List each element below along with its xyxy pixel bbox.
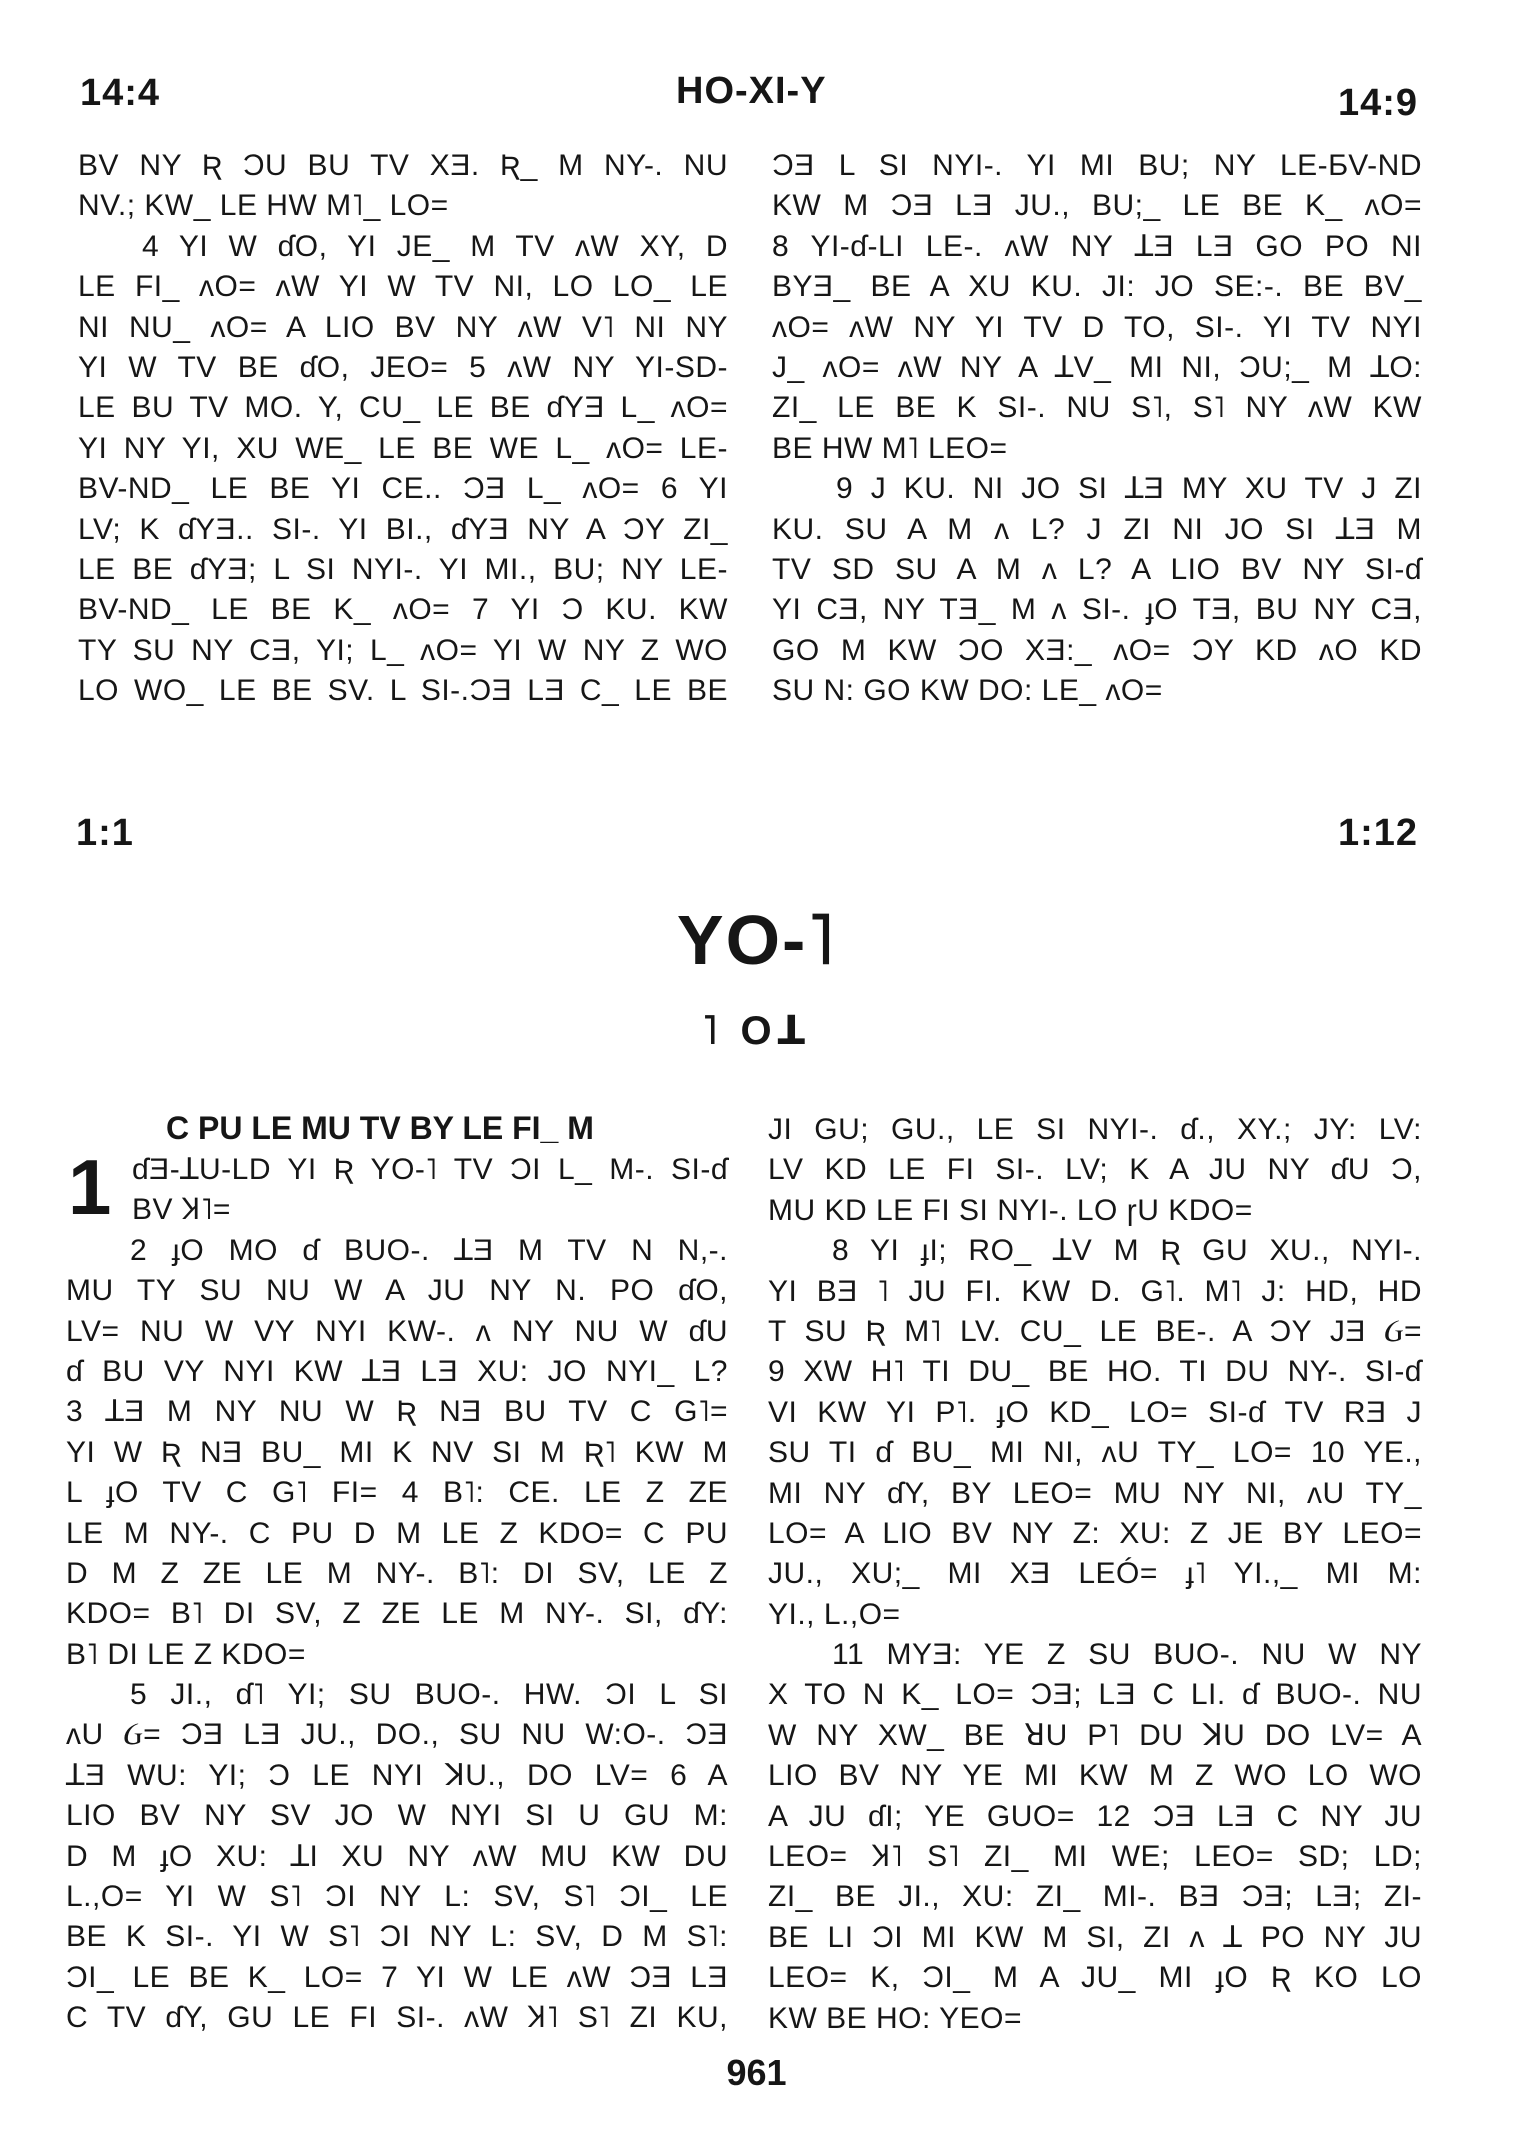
text-line: BE HW M˥ LEO= [772, 431, 1008, 465]
text-line: GO M KW ƆO XƎ:_ ʌO= ƆY KD ʌO KD [772, 633, 1422, 667]
text-line: ꓕƎ WU: YI; Ɔ LE NYI ꓘU., DO LV= 6 A [66, 1758, 728, 1792]
verse-line: 2 ɟO MO ɗ BUO-. ꓕƎ M TV N N,-. [130, 1233, 728, 1267]
text-line: LEO= K, ƆI_ M A JU_ MI ɟO Ʀ KO LO [768, 1961, 1422, 1995]
text-line: A JU ɗI; YE GUO= 12 ƆƎ LƎ C NY JU [768, 1799, 1422, 1833]
text-line: YI., L.,O= [768, 1597, 901, 1631]
text-line: ɗƎ-ꓕU-LD YI Ʀ YO-˥ TV ƆI L_ M-. SI-ɗ [132, 1153, 728, 1186]
book-subtitle: ˥ Oꓕ [702, 1009, 811, 1053]
text-line: ƆƎ L SI NYI-. YI MI BU; NY LE-ƂV-ND [772, 149, 1422, 182]
text-line: X TO N K_ LO= ƆƎ; LƎ C LI. ɗ BUO-. NU [768, 1678, 1422, 1712]
text-line: LV; K ɗYƎ.. SI-. YI BI., ɗYƎ NY A ƆY ZI_ [78, 512, 728, 546]
text-line: YI W TV BE ɗO, JEO= 5 ʌW NY YI-SD- [78, 350, 728, 384]
text-line: JI GU; GU., LE SI NYI-. ɗ., XY.; JY: LV: [768, 1113, 1422, 1146]
text-line: YI NY YI, XU WE_ LE BE WE L_ ʌO= LE- [78, 431, 728, 465]
previous-book-left-column [78, 146, 728, 711]
text-line: BE K SI-. YI W S˥ ƆI NY L: SV, D M S˥: [66, 1920, 728, 1954]
text-line: TV SD SU A M ʌ L? A LIO BV NY SI-ɗ [772, 552, 1422, 586]
verse-line: 11 MYƎ: YE Z SU BUO-. NU W NY [832, 1638, 1422, 1672]
text-line: BV-ND_ LE BE YI CE.. ƆƎ L_ ʌO= 6 YI [78, 472, 728, 506]
text-line: LEO= Ʞ˥ S˥ ZI_ MI WE; LEO= SD; LD; [768, 1840, 1422, 1874]
verse-line: 9 J KU. NI JO SI ꓕƎ MY XU TV J ZI [836, 472, 1422, 506]
text-line: BE LI ƆI MI KW M SI, ZI ʌ ꓕ PO NY JU [768, 1920, 1422, 1954]
new-book-start-ref: 1:1 [76, 812, 134, 854]
text-line: LE BE ɗYƎ; L SI NYI-. YI MI., BU; NY LE- [78, 552, 728, 586]
text-line: NV.; KW_ LE HW M˥_ LO= [78, 189, 449, 223]
chapter-one-left-column [66, 1143, 728, 2039]
text-line: MU KD LE FI SI NYI-. LO ɼU KDO= [768, 1193, 1253, 1227]
text-line: T SU Ʀ M˥ LV. CU_ LE BE-. A ƆY JƎ Ᏽ= [768, 1314, 1422, 1348]
section-heading: C PU LE MU TV BY LE FI_ M [166, 1110, 594, 1146]
text-line: LO= A LIO BV NY Z: XU: Z JE BY LEO= [768, 1516, 1422, 1550]
text-line: VI KW YI P˥. ɟO KD_ LO= SI-ɗ TV RƎ J [768, 1395, 1422, 1429]
text-line: ɗ BU VY NYI KW ꓕƎ LƎ XU: JO NYI_ L? [66, 1354, 728, 1388]
text-line: LE FI_ ʌO= ʌW YI W TV NI, LO LO_ LE [78, 270, 728, 304]
book-title: YO-˥ [676, 901, 837, 979]
text-line: L.,O= YI W S˥ ƆI NY L: SV, S˥ ƆI_ LE [66, 1880, 728, 1914]
text-line: LV KD LE FI SI-. LV; K A JU NY ɗU Ɔ, [768, 1153, 1422, 1187]
text-line: LIO BV NY YE MI KW M Z WO LO WO [768, 1759, 1422, 1793]
text-line: BYƎ_ BE A XU KU. JI: JO SE:-. BE BV_ [772, 270, 1422, 304]
text-line: ZI_ LE BE K SI-. NU S˥, S˥ NY ʌW KW [772, 391, 1422, 425]
chapter-number: 1 [68, 1143, 112, 1231]
left-chapter-verse-ref: 14:4 [80, 72, 161, 114]
text-line: LE BU TV MO. Y, CU_ LE BE ɗYƎ L_ ʌO= [78, 391, 728, 425]
text-line: BV Ʞ˥= [132, 1193, 231, 1227]
text-line: KU. SU A M ʌ L? J ZI NI JO SI ꓕƎ M [772, 512, 1422, 546]
right-chapter-verse-ref: 14:9 [1338, 82, 1419, 124]
text-line: KW BE HO: YEO= [768, 2001, 1023, 2035]
text-line: D M ɟO XU: ꓕI XU NY ʌW MU KW DU [66, 1839, 728, 1873]
text-line: ƆI_ LE BE K_ LO= 7 YI W LE ʌW ƆƎ LƎ [66, 1960, 728, 1994]
verse-line: 8 YI ɟI; RO_ ꓕV M Ʀ GU XU., NYI-. [832, 1234, 1422, 1268]
text-line: SU N: GO KW DO: LE_ ʌO= [772, 674, 1163, 708]
text-line: LE M NY-. C PU D M LE Z KDO= C PU [66, 1516, 728, 1550]
text-line: L ɟO TV C G˥ FI= 4 B˥: CE. LE Z ZE [66, 1476, 728, 1510]
text-line: B˥ DI LE Z KDO= [66, 1637, 306, 1671]
text-line: D M Z ZE LE M NY-. B˥: DI SV, LE Z [66, 1556, 728, 1590]
text-line: C TV ɗY, GU LE FI SI-. ʌW Ʞ˥ S˥ ZI KU, [66, 2001, 728, 2035]
new-book-end-ref: 1:12 [1338, 812, 1419, 854]
text-line: JU., XU;_ MI XƎ LEÓ= ɟ˥ YI.,_ MI M: [768, 1557, 1422, 1591]
text-line: SU TI ɗ BU_ MI NI, ʌU TY_ LO= 10 YE., [768, 1436, 1422, 1470]
text-line: ʌU Ᏽ= ƆƎ LƎ JU., DO., SU NU W:O-. ƆƎ [66, 1718, 728, 1752]
previous-book-right-column [772, 146, 1422, 711]
text-line: ʌO= ʌW NY YI TV D TO, SI-. YI TV NYI [772, 310, 1422, 344]
text-line: J_ ʌO= ʌW NY A ꓕV_ MI NI, ƆU;_ M ꓕO: [772, 350, 1422, 384]
text-line: BV-ND_ LE BE K_ ʌO= 7 YI Ɔ KU. KW [78, 593, 728, 627]
text-line: 3 ꓕƎ M NY NU W Ʀ NƎ BU TV C G˥= [66, 1395, 728, 1429]
verse-line: 5 JI., ɗ˥ YI; SU BUO-. HW. ƆI L SI [130, 1678, 728, 1712]
text-line: LV= NU W VY NYI KW-. ʌ NY NU W ɗU [66, 1314, 728, 1348]
text-line: KDO= B˥ DI SV, Z ZE LE M NY-. SI, ɗY: [66, 1597, 728, 1631]
text-line: BV NY Ʀ ƆU BU TV XƎ. Ʀ_ M NY-. NU [78, 149, 728, 182]
page-number: 961 [726, 2052, 787, 2093]
verse-line: 4 YI W ɗO, YI JE_ M TV ʌW XY, D [142, 229, 728, 263]
running-header-title: HO-XI-Y [676, 70, 827, 112]
text-line: LIO BV NY SV JO W NYI SI U GU M: [66, 1799, 728, 1833]
verse-line: 8 YI-ɗ-LI LE-. ʌW NY ꓕƎ LƎ GO PO NI [772, 229, 1422, 263]
text-line: W NY XW_ BE ꓤU P˥ DU ꓘU DO LV= A [768, 1718, 1422, 1752]
text-line: ZI_ BE JI., XU: ZI_ MI-. BƎ ƆƎ; LƎ; ZI- [768, 1880, 1422, 1914]
text-line: NI NU_ ʌO= A LIO BV NY ʌW V˥ NI NY [78, 310, 728, 344]
text-line: YI W Ʀ NƎ BU_ MI K NV SI M Ʀ˥ KW M [66, 1435, 728, 1469]
text-line: LO WO_ LE BE SV. L SI-.ƆƎ LƎ C_ LE BE [78, 674, 728, 708]
text-line: MI NY ɗY, BY LEO= MU NY NI, ʌU TY_ [768, 1476, 1422, 1510]
chapter-one-right-column [768, 1110, 1422, 2039]
text-line: TY SU NY CƎ, YI; L_ ʌO= YI W NY Z WO [78, 633, 728, 667]
text-line: MU TY SU NU W A JU NY N. PO ɗO, [66, 1274, 728, 1308]
text-line: KW M ƆƎ LƎ JU., BU;_ LE BE K_ ʌO= [772, 189, 1422, 223]
text-line: 9 XW H˥ TI DU_ BE HO. TI DU NY-. SI-ɗ [768, 1355, 1422, 1389]
text-line: YI CƎ, NY TƎ_ M ʌ SI-. ɟO TƎ, BU NY CƎ, [772, 593, 1422, 627]
text-line: YI BƎ ˥ JU FI. KW D. G˥. M˥ J: HD, HD [768, 1274, 1422, 1308]
